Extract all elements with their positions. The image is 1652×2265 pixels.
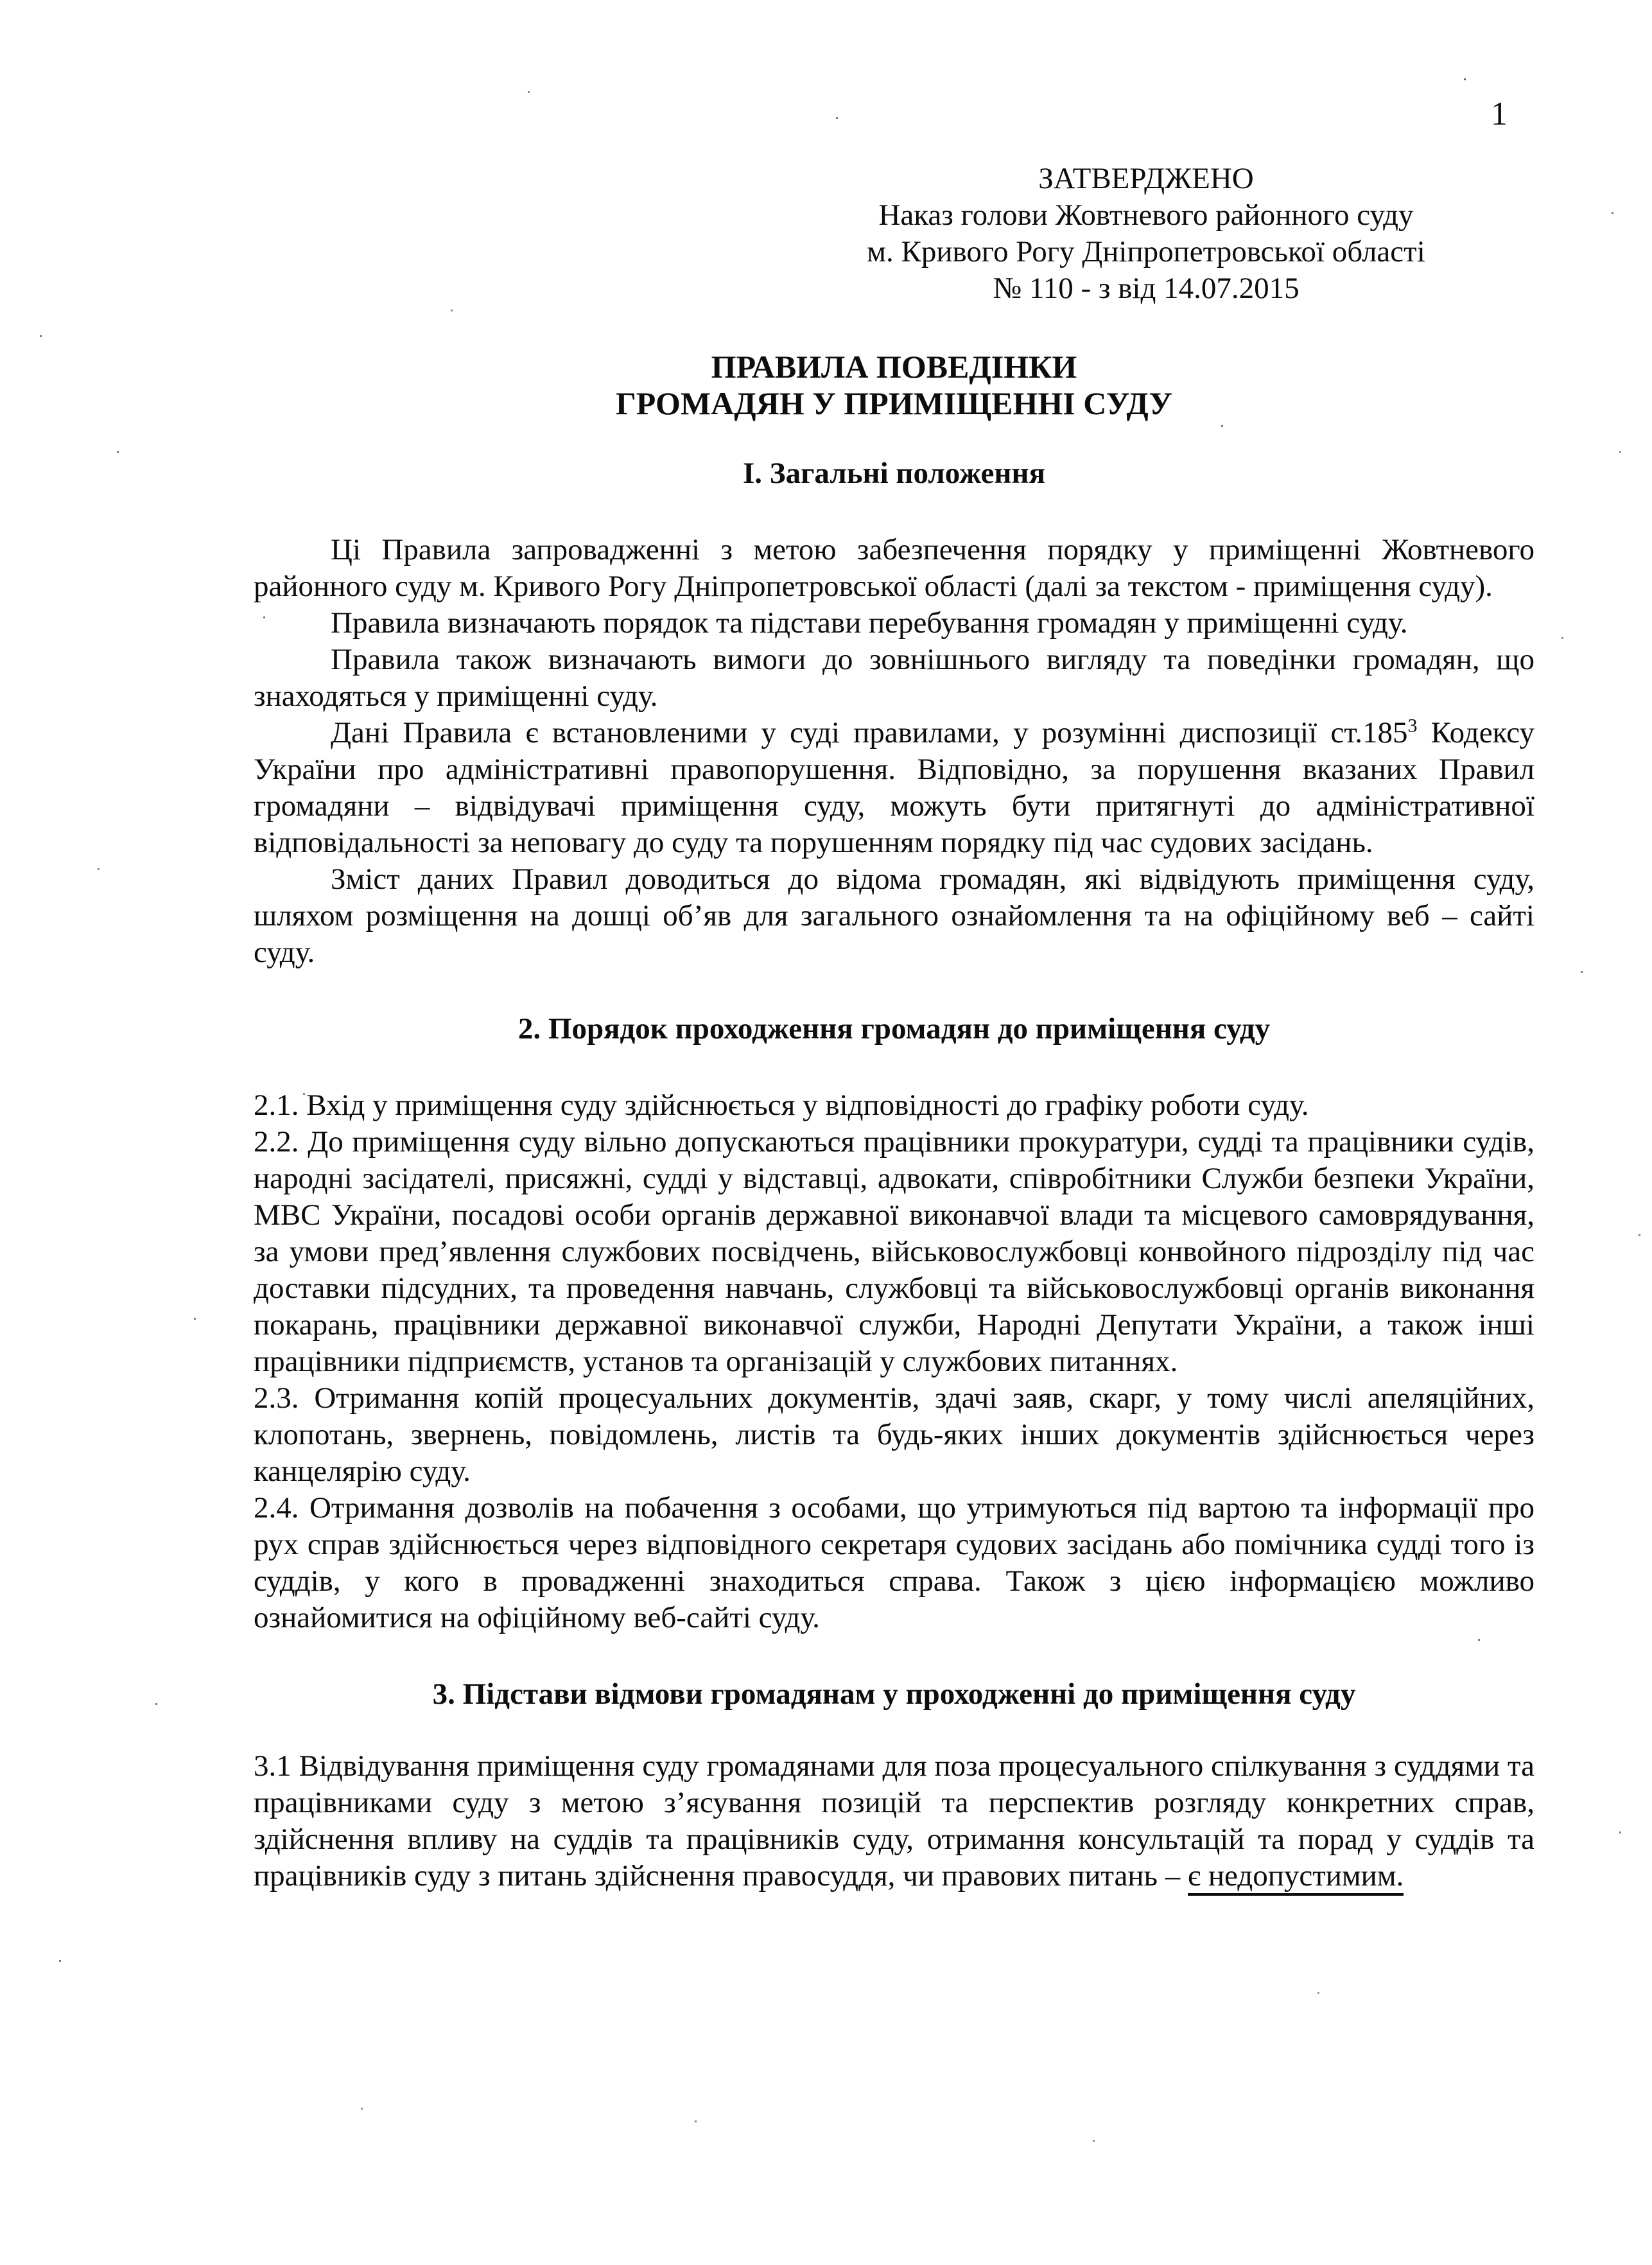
approval-line-2: Наказ голови Жовтневого районного суду [878,198,1414,232]
article-superscript: 3 [1407,715,1418,737]
document-content [254,0,1535,1894]
section-1-paragraph-5: Зміст даних Правил доводиться до відома громадян, які відвідують приміщення суду, шляхом розміщення на дошці об’яв для загального ознайомлення та на офіційному веб – сайті суду. [254,862,1535,969]
section-1-paragraph-3: Правила також визначають вимоги до зовнішнього вигляду та поведінки громадян, що знаходяться у приміщенні суду. [254,643,1535,713]
section-2-paragraph-2-2: 2.2. До приміщення суду вільно допускаються працівники прокуратури, судді та працівники судів, народні засідателі, присяжні, судді у відставці, адвокати, співробітники Служби безпеки України, МВС України, посадові особи органів державної виконавчої влади та місцевого самоврядування, за умови пред’явлення службових посвідчень, військовослужбовці конвойного підрозділу під час доставки підсудних, та проведення навчань, службовці та військовослужбовці органів виконання покарань, працівники державної виконавчої служби, Народні Депутати України, а також інші працівники підприємств, установ та організацій у службових питаннях. [254,1125,1535,1378]
page-number: 1 [1491,96,1508,132]
section-2-paragraph-2-3: 2.3. Отримання копій процесуальних документів, здачі заяв, скарг, у тому числі апеляційних, клопотань, звернень, повідомлень, листів та будь-яких інших документів здійснюється через канцелярію суду. [254,1381,1535,1488]
approval-block [742,161,1551,307]
paragraph-text: 3.1 Відвідування приміщення суду громадянами для поза процесуального спілкування з суддями та працівниками суду з метою з’ясування позицій та перспектив розгляду конкретних справ, здійснення впливу на суддів та працівників суду, отримання консультацій та порад у суддів та працівників суду з питань здійснення правосуддя, чи правових питань – [254,1749,1535,1893]
approval-line-1: ЗАТВЕРДЖЕНО [1038,162,1254,195]
section-3-paragraph-3-1 [254,1748,1535,1894]
document-title-line-2: ГРОМАДЯН У ПРИМІЩЕННІ СУДУ [615,385,1173,421]
section-2-heading: 2. Порядок проходження громадян до приміщення суду [517,1012,1271,1045]
section-1-heading: І. Загальні положення [742,457,1046,490]
section-2-paragraph-2-1: 2.1. Вхід у приміщення суду здійснюється у відповідності до графіку роботи суду. [254,1089,1309,1122]
underlined-text: є недопустимим. [1188,1859,1404,1896]
scan-noise [0,0,2,2]
section-3-heading: 3. Підстави відмови громадянам у проходженні до приміщення суду [432,1677,1356,1711]
approval-line-3: м. Кривого Рогу Дніпропетровської області [867,235,1425,268]
document-title-line-1: ПРАВИЛА ПОВЕДІНКИ [711,349,1077,385]
section-1-paragraph-2: Правила визначають порядок та підстави перебування громадян у приміщенні суду. [331,606,1408,640]
section-1-paragraph-1: Ці Правила запровадженні з метою забезпечення порядку у приміщенні Жовтневого районного суду м. Кривого Рогу Дніпропетровської області (далі за текстом - приміщення суду). [254,533,1535,603]
section-1-paragraph-4 [254,715,1535,861]
paragraph-text: Кодексу України про адміністративні правопорушення. Відповідно, за порушення вказаних Правил громадяни – відвідувачі приміщення суду, можуть бути притягнуті до адміністративної відповідальності за неповагу до суду та порушенням порядку під час судових засідань. [254,716,1535,859]
paragraph-text: Дані Правила є встановленими у суді правилами, у розумінні диспозиції ст.185 [331,716,1408,749]
approval-line-4: № 110 - з від 14.07.2015 [993,272,1300,305]
section-2-paragraph-2-4: 2.4. Отримання дозволів на побачення з особами, що утримуються під вартою та інформації про рух справ здійснюється через відповідного секретаря судових засідань або помічника судді того із суддів, у кого в провадженні знаходиться справа. Також з цією інформацією можливо ознайомитися на офіційному веб-сайті суду. [254,1491,1535,1634]
document-title [254,349,1535,422]
